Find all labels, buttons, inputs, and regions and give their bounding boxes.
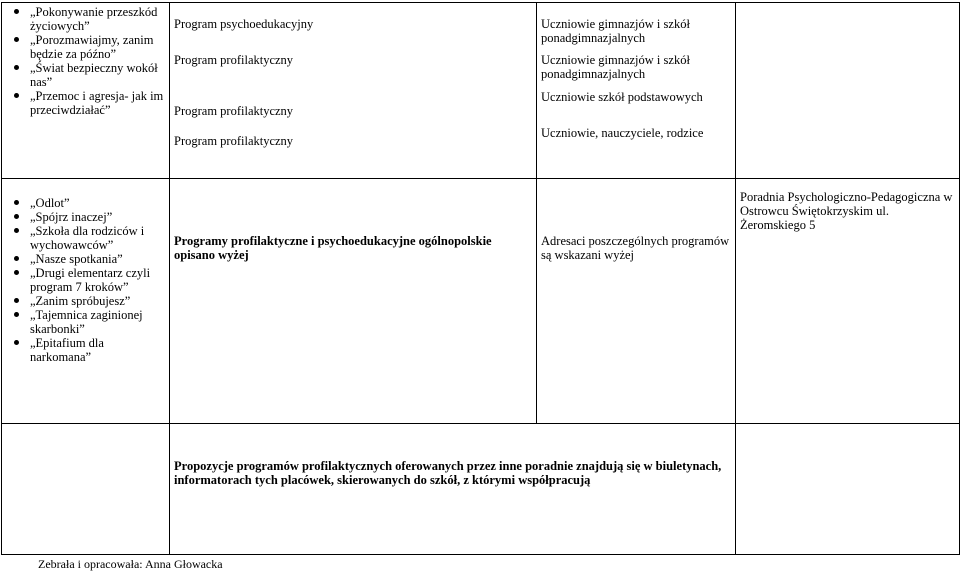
list-item: „Odlot” (30, 196, 165, 210)
recipient: Uczniowie gimnazjów i szkół ponadgimnazjalnych (541, 53, 690, 81)
empty-cell (736, 424, 960, 555)
author-credit: Zebrała i opracowała: Anna Głowacka (38, 557, 223, 571)
list-item: „Tajemnica zaginionej skarbonki” (30, 308, 165, 336)
list-item: „Świat bezpieczny wokół nas” (30, 61, 165, 89)
program-type: Program profilaktyczny (174, 53, 294, 67)
program-list (6, 196, 165, 364)
program-list (6, 5, 165, 117)
list-item: „Epitafium dla narkomana” (30, 336, 165, 364)
table-row (2, 3, 960, 179)
list-item: „Spójrz inaczej” (30, 210, 165, 224)
list-item: „Szkoła dla rodziców i wychowawców” (30, 224, 165, 252)
recipients-note: Adresaci poszczególnych programów są wskazani wyżej (541, 234, 730, 262)
program-type: Program psychoedukacyjny (174, 17, 314, 31)
program-type-cell (170, 3, 537, 179)
program-type-note: Programy profilaktyczne i psychoedukacyjne ogólnopolskie opisano wyżej (174, 234, 492, 262)
institution-address: Poradnia Psychologiczno-Pedagogiczna w Ostrowcu Świętokrzyskim ul. Żeromskiego 5 (740, 190, 953, 232)
program-type: Program profilaktyczny (174, 134, 294, 148)
note-cell (170, 424, 736, 555)
list-item: „Drugi elementarz czyli program 7 kroków” (30, 266, 165, 294)
program-list-cell (2, 3, 170, 179)
program-list-cell (2, 179, 170, 424)
institution-cell (736, 3, 960, 179)
empty-cell (2, 424, 170, 555)
table-row (2, 424, 960, 555)
recipient: Uczniowie szkół podstawowych (541, 90, 703, 104)
institution-cell (736, 179, 960, 424)
recipient: Uczniowie gimnazjów i szkół ponadgimnazjalnych (541, 17, 690, 45)
list-item: „Pokonywanie przeszkód życiowych” (30, 5, 165, 33)
program-type: Program profilaktyczny (174, 104, 294, 118)
program-type-cell (170, 179, 537, 424)
programs-table (1, 2, 960, 555)
list-item: „Nasze spotkania” (30, 252, 165, 266)
recipients-cell (537, 179, 736, 424)
recipient: Uczniowie, nauczyciele, rodzice (541, 126, 704, 140)
other-programs-note: Propozycje programów profilaktycznych oferowanych przez inne poradnie znajdują się w biuletynach, informatorach tych placówek, skierowanych do szkół, z którymi współpracują (174, 459, 722, 487)
list-item: „Przemoc i agresja- jak im przeciwdziałać” (30, 89, 164, 117)
table-row (2, 179, 960, 424)
list-item: „Porozmawiajmy, zanim będzie za późno” (30, 33, 165, 61)
recipients-cell (537, 3, 736, 179)
list-item: „Zanim spróbujesz” (30, 294, 165, 308)
